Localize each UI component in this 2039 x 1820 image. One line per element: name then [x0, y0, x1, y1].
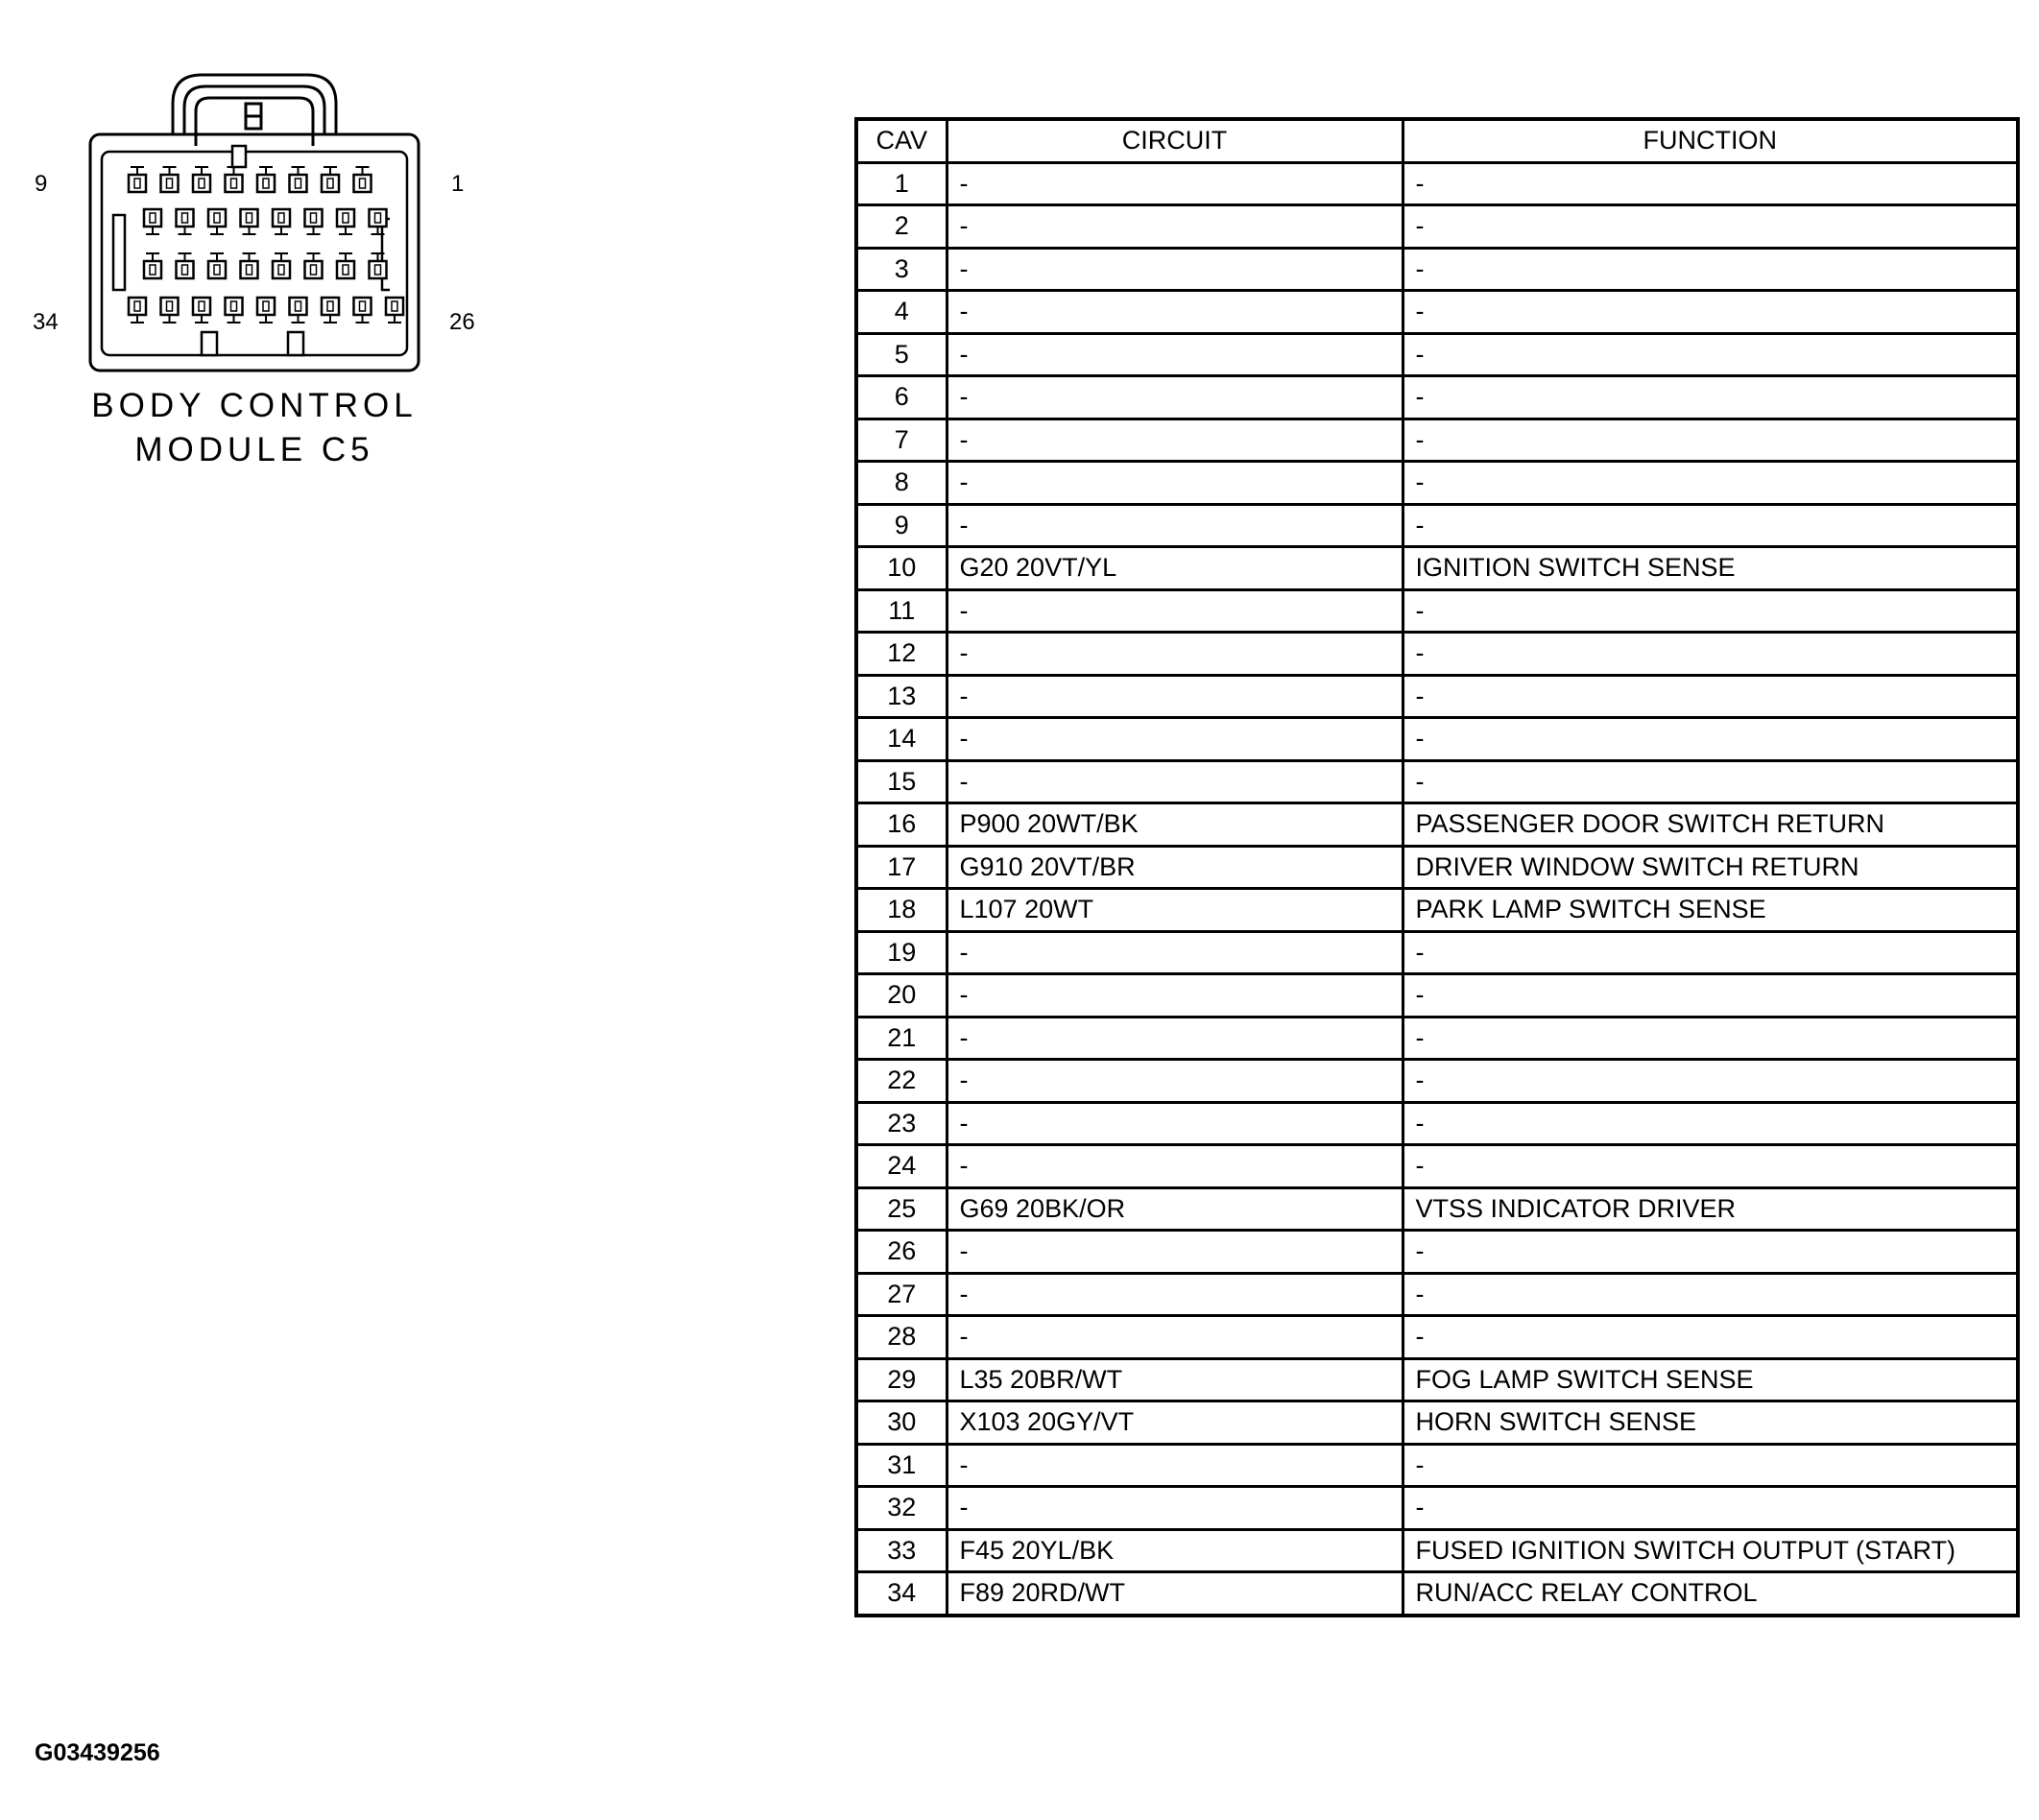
function-cell: - — [1403, 291, 2018, 334]
function-cell: - — [1403, 205, 2018, 249]
function-cell: - — [1403, 1017, 2018, 1060]
terminal-cavity — [290, 298, 307, 323]
circuit-cell: - — [947, 462, 1403, 505]
terminal-cavity — [290, 167, 307, 192]
table-row — [856, 376, 2018, 419]
table-row — [856, 1316, 2018, 1359]
circuit-cell: P900 20WT/BK — [947, 803, 1403, 847]
table-row — [856, 1017, 2018, 1060]
table-row — [856, 1145, 2018, 1188]
function-cell: VTSS INDICATOR DRIVER — [1403, 1187, 2018, 1231]
cav-cell: 16 — [856, 803, 947, 847]
function-cell: - — [1403, 1316, 2018, 1359]
table-row — [856, 718, 2018, 761]
function-cell: - — [1403, 675, 2018, 718]
table-row — [856, 803, 2018, 847]
terminal-cavity — [161, 298, 179, 323]
table-row — [856, 419, 2018, 462]
cav-cell: 9 — [856, 504, 947, 547]
terminal-cavity — [144, 209, 161, 234]
circuit-cell: - — [947, 419, 1403, 462]
table-row — [856, 1187, 2018, 1231]
terminal-cavity — [370, 253, 387, 278]
function-cell: FUSED IGNITION SWITCH OUTPUT (START) — [1403, 1529, 2018, 1572]
pin-label-bottom-right: 26 — [449, 309, 475, 335]
function-cell: - — [1403, 760, 2018, 803]
cav-cell: 15 — [856, 760, 947, 803]
function-cell: - — [1403, 162, 2018, 205]
function-cell: - — [1403, 419, 2018, 462]
pin-label-top-right: 1 — [451, 171, 465, 197]
table-row — [856, 589, 2018, 633]
terminal-cavity — [257, 167, 275, 192]
table-row — [856, 504, 2018, 547]
cav-cell: 5 — [856, 333, 947, 376]
terminal-cavities — [129, 167, 403, 323]
function-cell: - — [1403, 974, 2018, 1018]
terminal-cavity — [177, 209, 194, 234]
pin-label-top-left: 9 — [35, 171, 48, 197]
function-cell: - — [1403, 1273, 2018, 1316]
cav-cell: 32 — [856, 1487, 947, 1530]
circuit-cell: F45 20YL/BK — [947, 1529, 1403, 1572]
cav-cell: 17 — [856, 846, 947, 889]
terminal-cavity — [337, 253, 354, 278]
table-header-row — [856, 119, 2018, 162]
cav-cell: 29 — [856, 1358, 947, 1401]
cav-cell: 28 — [856, 1316, 947, 1359]
circuit-cell: - — [947, 1273, 1403, 1316]
table-row — [856, 1273, 2018, 1316]
cav-cell: 24 — [856, 1145, 947, 1188]
function-cell: IGNITION SWITCH SENSE — [1403, 547, 2018, 590]
header-function: FUNCTION — [1403, 119, 2018, 162]
connector-title-line1: BODY CONTROL — [91, 387, 418, 424]
table-row — [856, 846, 2018, 889]
table-row — [856, 1102, 2018, 1145]
circuit-cell: X103 20GY/VT — [947, 1401, 1403, 1445]
function-cell: - — [1403, 376, 2018, 419]
cav-cell: 18 — [856, 889, 947, 932]
table-row — [856, 1529, 2018, 1572]
function-cell: PARK LAMP SWITCH SENSE — [1403, 889, 2018, 932]
cav-cell: 33 — [856, 1529, 947, 1572]
terminal-cavity — [241, 253, 258, 278]
table-row — [856, 974, 2018, 1018]
pinout-table — [854, 117, 2020, 1617]
terminal-cavity — [305, 209, 323, 234]
circuit-cell: G69 20BK/OR — [947, 1187, 1403, 1231]
circuit-cell: G20 20VT/YL — [947, 547, 1403, 590]
table-row — [856, 205, 2018, 249]
table-row — [856, 1231, 2018, 1274]
pin-label-bottom-left: 34 — [33, 309, 59, 335]
terminal-cavity — [129, 167, 146, 192]
circuit-cell: - — [947, 1060, 1403, 1103]
table-row — [856, 291, 2018, 334]
header-circuit: CIRCUIT — [947, 119, 1403, 162]
circuit-cell: L35 20BR/WT — [947, 1358, 1403, 1401]
circuit-cell: - — [947, 291, 1403, 334]
cav-cell: 13 — [856, 675, 947, 718]
table-row — [856, 1487, 2018, 1530]
circuit-cell: - — [947, 1231, 1403, 1274]
function-cell: - — [1403, 462, 2018, 505]
function-cell: DRIVER WINDOW SWITCH RETURN — [1403, 846, 2018, 889]
table-row — [856, 931, 2018, 974]
function-cell: - — [1403, 1102, 2018, 1145]
circuit-cell: - — [947, 248, 1403, 291]
function-cell: - — [1403, 1231, 2018, 1274]
circuit-cell: - — [947, 675, 1403, 718]
function-cell: - — [1403, 333, 2018, 376]
function-cell: FOG LAMP SWITCH SENSE — [1403, 1358, 2018, 1401]
circuit-cell: F89 20RD/WT — [947, 1572, 1403, 1616]
function-cell: - — [1403, 633, 2018, 676]
function-cell: HORN SWITCH SENSE — [1403, 1401, 2018, 1445]
connector-title-line2: MODULE C5 — [134, 431, 374, 468]
circuit-cell: L107 20WT — [947, 889, 1403, 932]
cav-cell: 7 — [856, 419, 947, 462]
terminal-cavity — [257, 298, 275, 323]
terminal-cavity — [208, 253, 226, 278]
cav-cell: 27 — [856, 1273, 947, 1316]
terminal-cavity — [322, 167, 339, 192]
circuit-cell: - — [947, 1017, 1403, 1060]
circuit-cell: - — [947, 1145, 1403, 1188]
circuit-cell: - — [947, 376, 1403, 419]
function-cell: - — [1403, 589, 2018, 633]
cav-cell: 20 — [856, 974, 947, 1018]
circuit-cell: - — [947, 974, 1403, 1018]
terminal-cavity — [129, 298, 146, 323]
terminal-cavity — [386, 298, 403, 323]
circuit-cell: - — [947, 333, 1403, 376]
circuit-cell: - — [947, 504, 1403, 547]
cav-cell: 25 — [856, 1187, 947, 1231]
function-cell: - — [1403, 1060, 2018, 1103]
terminal-cavity — [273, 253, 290, 278]
circuit-cell: - — [947, 718, 1403, 761]
terminal-cavity — [305, 253, 323, 278]
circuit-cell: - — [947, 162, 1403, 205]
terminal-cavity — [208, 209, 226, 234]
function-cell: PASSENGER DOOR SWITCH RETURN — [1403, 803, 2018, 847]
table-row — [856, 889, 2018, 932]
circuit-cell: - — [947, 760, 1403, 803]
terminal-cavity — [193, 298, 210, 323]
cav-cell: 14 — [856, 718, 947, 761]
terminal-cavity — [322, 298, 339, 323]
cav-cell: 1 — [856, 162, 947, 205]
cav-cell: 6 — [856, 376, 947, 419]
cav-cell: 2 — [856, 205, 947, 249]
terminal-cavity — [241, 209, 258, 234]
cav-cell: 3 — [856, 248, 947, 291]
terminal-cavity — [370, 209, 387, 234]
circuit-cell: - — [947, 1316, 1403, 1359]
function-cell: - — [1403, 1444, 2018, 1487]
table-row — [856, 675, 2018, 718]
table-body — [856, 162, 2018, 1616]
function-cell: - — [1403, 1487, 2018, 1530]
function-cell: - — [1403, 718, 2018, 761]
terminal-cavity — [337, 209, 354, 234]
connector-key-top — [232, 146, 246, 167]
terminal-cavity — [177, 253, 194, 278]
cav-cell: 8 — [856, 462, 947, 505]
function-cell: RUN/ACC RELAY CONTROL — [1403, 1572, 2018, 1616]
cav-cell: 4 — [856, 291, 947, 334]
cav-cell: 21 — [856, 1017, 947, 1060]
circuit-cell: - — [947, 931, 1403, 974]
cav-cell: 12 — [856, 633, 947, 676]
terminal-cavity — [226, 298, 243, 323]
cav-cell: 19 — [856, 931, 947, 974]
table-row — [856, 1358, 2018, 1401]
cav-cell: 23 — [856, 1102, 947, 1145]
circuit-cell: - — [947, 1102, 1403, 1145]
circuit-cell: G910 20VT/BR — [947, 846, 1403, 889]
circuit-cell: - — [947, 633, 1403, 676]
cav-cell: 11 — [856, 589, 947, 633]
table-row — [856, 248, 2018, 291]
connector-side-slot-left — [113, 215, 125, 290]
connector-title — [77, 384, 432, 472]
cav-cell: 26 — [856, 1231, 947, 1274]
circuit-cell: - — [947, 589, 1403, 633]
terminal-cavity — [161, 167, 179, 192]
terminal-cavity — [226, 167, 243, 192]
table-row — [856, 333, 2018, 376]
connector-key-bottom-left — [202, 332, 217, 355]
terminal-cavity — [144, 253, 161, 278]
cav-cell: 30 — [856, 1401, 947, 1445]
function-cell: - — [1403, 931, 2018, 974]
table-row — [856, 547, 2018, 590]
table-row — [856, 462, 2018, 505]
circuit-cell: - — [947, 1487, 1403, 1530]
circuit-cell: - — [947, 1444, 1403, 1487]
figure-id: G03439256 — [35, 1739, 160, 1766]
cav-cell: 31 — [856, 1444, 947, 1487]
table-row — [856, 760, 2018, 803]
circuit-cell: - — [947, 205, 1403, 249]
function-cell: - — [1403, 248, 2018, 291]
connector-key-bottom-right — [288, 332, 303, 355]
terminal-cavity — [354, 298, 372, 323]
cav-cell: 34 — [856, 1572, 947, 1616]
cav-cell: 10 — [856, 547, 947, 590]
table-row — [856, 162, 2018, 205]
function-cell: - — [1403, 1145, 2018, 1188]
table-row — [856, 633, 2018, 676]
cav-cell: 22 — [856, 1060, 947, 1103]
terminal-cavity — [193, 167, 210, 192]
table-row — [856, 1444, 2018, 1487]
table-row — [856, 1401, 2018, 1445]
table-row — [856, 1060, 2018, 1103]
function-cell: - — [1403, 504, 2018, 547]
header-cav: CAV — [856, 119, 947, 162]
table-row — [856, 1572, 2018, 1616]
terminal-cavity — [273, 209, 290, 234]
terminal-cavity — [354, 167, 372, 192]
